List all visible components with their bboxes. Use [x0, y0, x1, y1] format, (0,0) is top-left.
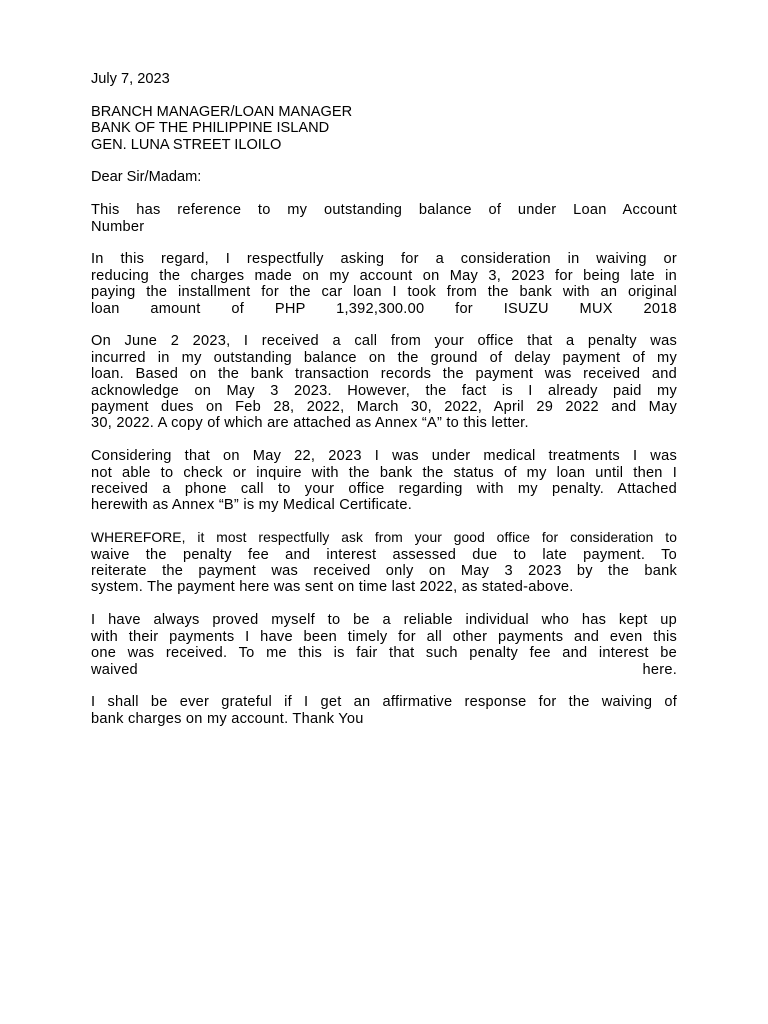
- paragraph-call: [91, 333, 677, 431]
- recipient-line: GEN. LUNA STREET ILOILO: [91, 136, 282, 153]
- paragraph-reliability: [91, 612, 677, 678]
- paragraph-line: Considering that on May 22, 2023 I was under medical treatments I was: [91, 448, 677, 465]
- paragraph-closing: [91, 694, 677, 727]
- paragraph-line: system. The payment here was sent on time last 2022, as stated-above.: [91, 579, 574, 596]
- paragraph-line: herewith as Annex “B” is my Medical Certificate.: [91, 497, 413, 514]
- paragraph-line: payment dues on Feb 28, 2022, March 30, 2022, April 29 2022 and May: [91, 399, 677, 416]
- paragraph-line: reducing the charges made on my account on May 3, 2023 for being late in: [91, 267, 677, 284]
- paragraph-line: one was received. To me this is fair that such penalty fee and interest be: [91, 645, 677, 662]
- paragraph-line: loan. Based on the bank transaction records the payment was received and: [91, 366, 677, 383]
- paragraph-line: acknowledge on May 3 2023. However, the fact is I already paid my: [91, 382, 677, 399]
- letter-date: July 7, 2023: [91, 71, 170, 87]
- recipient-line: BRANCH MANAGER/LOAN MANAGER: [91, 103, 353, 120]
- paragraph-line: with their payments I have been timely for all other payments and even this: [91, 628, 677, 645]
- paragraph-line: paying the installment for the car loan I took from the bank with an original: [91, 284, 677, 301]
- paragraph-line: received a phone call to your office regarding with my penalty. Attached: [91, 481, 677, 498]
- paragraph-line: incurred in my outstanding balance on the ground of delay payment of my: [91, 349, 677, 366]
- paragraph-line: I shall be ever grateful if I get an affirmative response for the waiving of: [91, 694, 677, 711]
- recipient-line: BANK OF THE PHILIPPINE ISLAND: [91, 120, 330, 137]
- letter-page: [91, 71, 677, 744]
- paragraph-line: bank charges on my account. Thank You: [91, 710, 364, 727]
- paragraph-line: This has reference to my outstanding balance of under Loan Account: [91, 202, 677, 219]
- paragraph-line: In this regard, I respectfully asking for a consideration in waiving or: [91, 251, 677, 268]
- paragraph-line: 30, 2022. A copy of which are attached as Annex “A” to this letter.: [91, 415, 529, 432]
- paragraph-line: On June 2 2023, I received a call from your office that a penalty was: [91, 333, 677, 350]
- paragraph-line: loan amount of PHP 1,392,300.00 for ISUZU MUX 2018: [91, 300, 677, 317]
- paragraph-request: [91, 251, 677, 317]
- recipient-block: [91, 104, 677, 153]
- paragraph-line: not able to check or inquire with the bank the status of my loan until then I: [91, 464, 677, 481]
- salutation: Dear Sir/Madam:: [91, 169, 202, 186]
- paragraph-medical: [91, 448, 677, 514]
- paragraph-line: reiterate the payment was received only on May 3 2023 by the bank: [91, 563, 677, 580]
- paragraph-line: waived here.: [91, 661, 677, 678]
- paragraph-wherefore: [91, 530, 677, 596]
- paragraph-line: I have always proved myself to be a reliable individual who has kept up: [91, 612, 677, 629]
- paragraph-reference: [91, 202, 677, 235]
- paragraph-line: waive the penalty fee and interest assessed due to late payment. To: [91, 546, 677, 563]
- paragraph-line: Number: [91, 218, 145, 235]
- paragraph-line: WHEREFORE, it most respectfully ask from your good office for consideration to: [91, 530, 677, 546]
